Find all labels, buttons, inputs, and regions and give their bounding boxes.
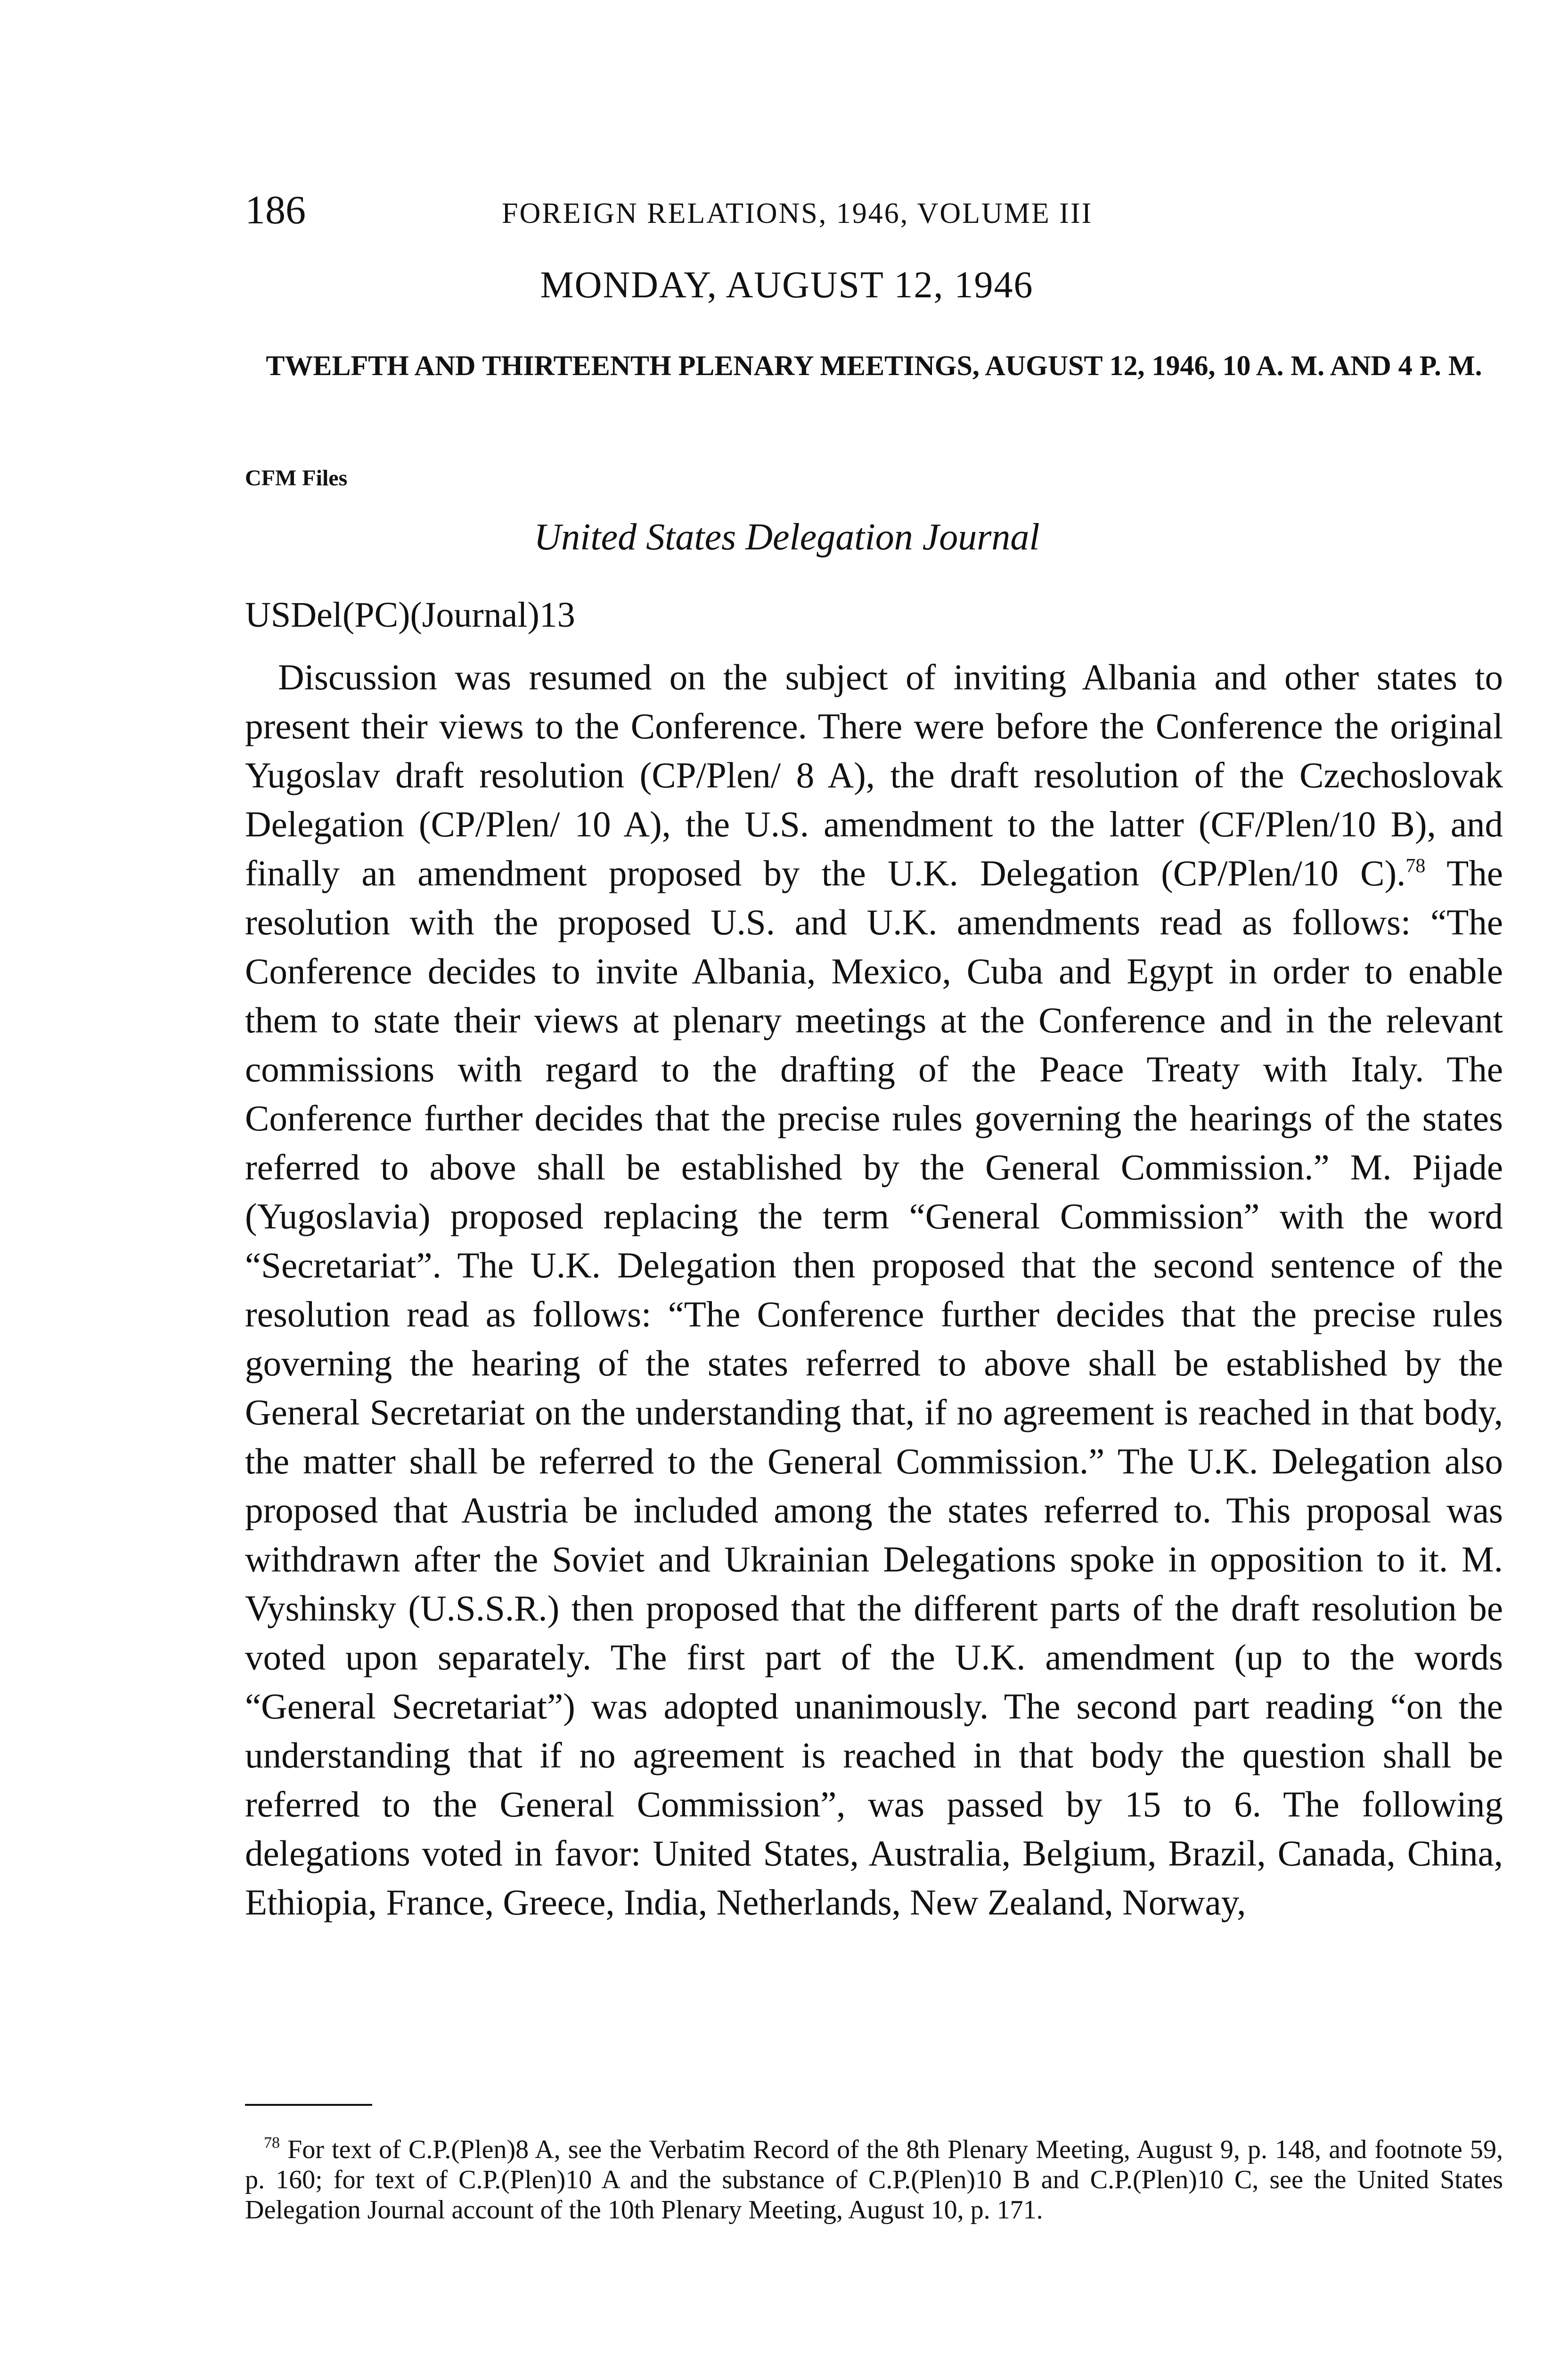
body-paragraph bbox=[245, 653, 1503, 1927]
running-head bbox=[245, 186, 1329, 243]
body-text-part-2: The resolution with the proposed U.S. and U.K. amendments read as follows: “The Conference decides to invite Albania, Mexico, Cuba and Egypt in order to enable them to state their views at plenary meetings at the Conference and in the relevant commissions with regard to the drafting of the Peace Treaty with Italy. The Conference further decides that the precise rules governing the hearings of the states referred to above shall be established by the General Commission.” M. Pijade (Yugoslavia) proposed replacing the term “General Commission” with the word “Secretariat”. The U.K. Delegation then proposed that the second sentence of the resolution read as follows: “The Conference further decides that the precise rules governing the hearing of the states referred to above shall be established by the General Secretariat on the understanding that, if no agreement is reached in that body, the matter shall be referred to the General Commission.” The U.K. Delegation also proposed that Austria be included among the states referred to. This proposal was withdrawn after the Soviet and Ukrainian Delegations spoke in opposition to it. M. Vyshinsky (U.S.S.R.) then proposed that the different parts of the draft resolution be voted upon separately. The first part of the U.K. amendment (up to the words “General Secretariat”) was adopted unanimously. The second part reading “on the understanding that if no agreement is reached in that body the question shall be referred to the General Commission”, was passed by 15 to 6. The following delegations voted in favor: United States, Australia, Belgium, Brazil, Canada, China, Ethiopia, France, Greece, India, Netherlands, New Zealand, Norway, bbox=[245, 853, 1503, 1922]
page-number: 186 bbox=[245, 187, 306, 232]
date-heading: MONDAY, AUGUST 12, 1946 bbox=[540, 264, 1034, 306]
footnote bbox=[245, 2135, 1503, 2225]
file-reference: CFM Files bbox=[245, 466, 348, 491]
running-title: FOREIGN RELATIONS, 1946, VOLUME III bbox=[502, 197, 1093, 229]
body-text-part-1: Discussion was resumed on the subject of inviting Albania and other states to present their views to the Conference. There were before the Conference the original Yugoslav draft resolution (CP/Plen/ 8 A), the draft resolution of the Czechoslovak Delegation (CP/Plen/ 10 A), the U.S. amendment to the latter (CF/Plen/10 B), and finally an amendment proposed by the U.K. Delegation (CP/Plen/10 C). bbox=[245, 657, 1503, 893]
footnote-text: For text of C.P.(Plen)8 A, see the Verbatim Record of the 8th Plenary Meeting, August 9, p. 148, and footnote 59, p. 160; for text of C.P.(Plen)10 A and the substance of C.P.(Plen)10 B and C.P.(Plen)10 C, see the United States Delegation Journal account of the 10th Plenary Meeting, August 10, p. 171. bbox=[245, 2135, 1503, 2225]
document-code: USDel(PC)(Journal)13 bbox=[245, 595, 575, 635]
journal-title: United States Delegation Journal bbox=[534, 516, 1040, 558]
footnote-divider bbox=[245, 2104, 372, 2106]
meeting-heading: TWELFTH AND THIRTEENTH PLENARY MEETINGS, AUGUST 12, 1946, 10 A. M. AND 4 P. M. bbox=[266, 350, 1482, 381]
footnote-marker: 78 bbox=[1405, 855, 1426, 877]
footnote-number: 78 bbox=[264, 2134, 280, 2151]
